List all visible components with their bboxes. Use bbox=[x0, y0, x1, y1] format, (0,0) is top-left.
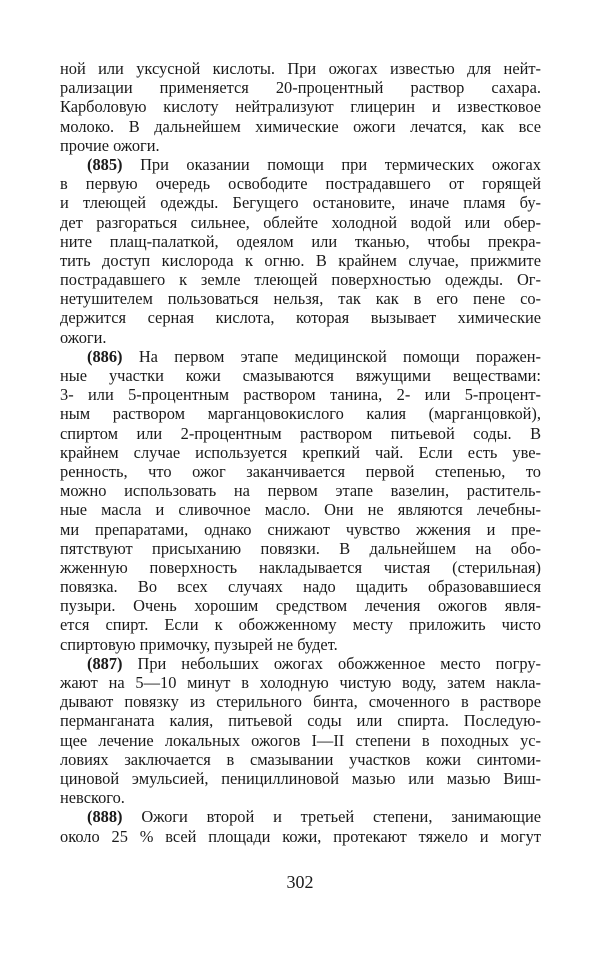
page-number: 302 bbox=[286, 872, 314, 892]
text-line-content: При небольших ожогах обожженное место погру- bbox=[122, 653, 541, 673]
text-line: спиртовую примочку, пузырей не будет. bbox=[60, 634, 338, 654]
text-line: циновой эмульсией, пенициллиновой мазью или мазью Виш- bbox=[60, 768, 541, 788]
text-line: невского. bbox=[60, 788, 125, 808]
paragraph-885 bbox=[60, 155, 541, 347]
text-line: ми препаратами, однако снижают чувство жжения и пре- bbox=[60, 519, 541, 539]
paragraph-number: (885) bbox=[87, 154, 123, 174]
text-line: в первую очередь освободите пострадавшего от горящей bbox=[60, 174, 541, 194]
text-line: прочие ожоги. bbox=[60, 135, 160, 155]
text-line: тить доступ кислорода к огню. В крайнем случае, прижмите bbox=[60, 250, 541, 270]
text-line: жженную поверхность накладывается чистая (стерильная) bbox=[60, 557, 541, 577]
text-line: ется спирт. Если к обожженному месту приложить чисто bbox=[60, 615, 541, 635]
text-line: 3- или 5-процентным раствором танина, 2- или 5-процент- bbox=[60, 385, 541, 405]
text-line: нетушителем пользоваться нельзя, так как в его пене со- bbox=[60, 289, 541, 309]
text-line: дет разгораться сильнее, облейте холодной водой или обер- bbox=[60, 212, 541, 232]
text-line: повязка. Во всех случаях надо щадить образовавшиеся bbox=[60, 577, 541, 597]
text-line: ной или уксусной кислоты. При ожогах известью для нейт- bbox=[60, 59, 541, 78]
text-line: крайнем случае используется крепкий чай. Если есть уве- bbox=[60, 442, 541, 462]
paragraph-888 bbox=[60, 807, 541, 845]
paragraph-continuation bbox=[60, 59, 541, 155]
paragraph-number: (887) bbox=[87, 653, 123, 673]
page-body bbox=[60, 59, 541, 846]
text-line: ные участки кожи смазываются вяжущими веществами: bbox=[60, 366, 541, 385]
text-line: ренность, что ожог заканчивается первой степенью, то bbox=[60, 461, 541, 481]
text-line: щее лечение локальных ожогов I—II степени в походных ус- bbox=[60, 730, 541, 750]
text-line: перманганата калия, питьевой соды или спирта. Последую- bbox=[60, 711, 541, 731]
text-line: жают на 5—10 минут в холодную чистую воду, затем накла- bbox=[60, 673, 541, 692]
text-line: пузыри. Очень хорошим средством лечения ожогов явля- bbox=[60, 596, 541, 616]
text-line bbox=[60, 807, 541, 826]
text-line: рализации применяется 20-процентный раствор сахара. bbox=[60, 78, 541, 98]
text-line: пострадавшего к земле тлеющей поверхностью одежды. Ог- bbox=[60, 270, 541, 290]
text-line: молоко. В дальнейшем химические ожоги лечатся, как все bbox=[60, 116, 541, 136]
text-line: Карболовую кислоту нейтрализуют глицерин и известковое bbox=[60, 97, 541, 117]
text-line-content: Ожоги второй и третьей степени, занимающие bbox=[122, 807, 541, 827]
paragraph-886 bbox=[60, 347, 541, 654]
text-line bbox=[60, 347, 541, 366]
text-line: дывают повязку из стерильного бинта, смоченного в растворе bbox=[60, 692, 541, 712]
paragraph-number: (888) bbox=[87, 807, 123, 827]
text-line: ные масла и сливочное масло. Они не являются лечебны- bbox=[60, 500, 541, 520]
text-line: ните плащ-палаткой, одеялом или тканью, чтобы прекра- bbox=[60, 231, 541, 251]
text-line: ожоги. bbox=[60, 327, 107, 347]
text-line: ным раствором марганцовокислого калия (марганцовкой), bbox=[60, 404, 541, 424]
text-line: держится серная кислота, которая вызывает химические bbox=[60, 308, 541, 328]
text-line: около 25 % всей площади кожи, протекают тяжело и могут bbox=[60, 826, 541, 846]
text-line: и тлеющей одежды. Бегущего остановите, иначе пламя бу- bbox=[60, 193, 541, 213]
text-line: пятствуют присыханию повязки. В дальнейшем на обо- bbox=[60, 538, 541, 558]
text-line bbox=[60, 654, 541, 673]
text-line-content: На первом этапе медицинской помощи поражен- bbox=[122, 346, 541, 366]
paragraph-887 bbox=[60, 654, 541, 808]
text-line bbox=[60, 155, 541, 174]
text-line: можно использовать на первом этапе вазелин, раститель- bbox=[60, 481, 541, 501]
text-line: ловиях заключается в смазывании участков кожи синтоми- bbox=[60, 749, 541, 769]
text-line: спиртом или 2-процентным раствором питьевой соды. В bbox=[60, 423, 541, 443]
text-line-content: При оказании помощи при термических ожогах bbox=[122, 154, 541, 174]
paragraph-number: (886) bbox=[87, 346, 123, 366]
